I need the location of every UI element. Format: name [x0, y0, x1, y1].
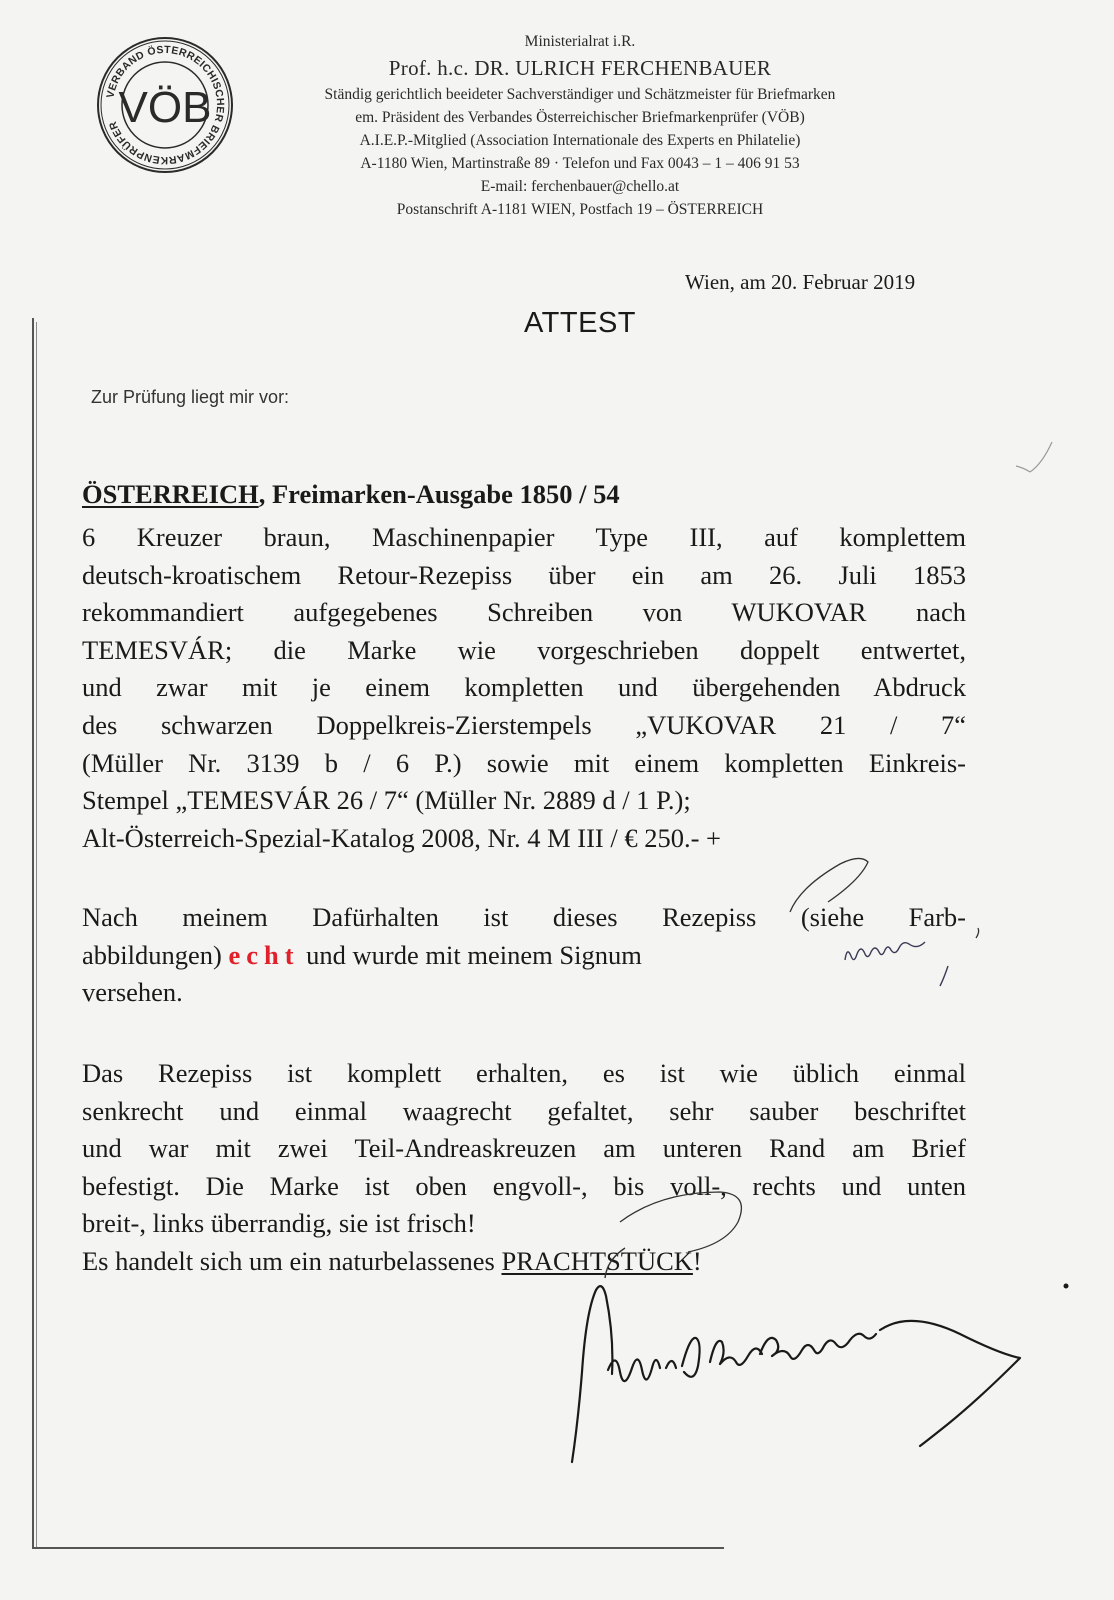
- small-signum: [845, 942, 948, 986]
- description-line: TEMESVÁR; die Marke wie vorgeschrieben doppelt entwertet,: [82, 634, 966, 665]
- condition-line: und war mit zwei Teil-Andreaskreuzen am unteren Rand am Brief: [82, 1133, 966, 1164]
- condition-line: breit-, links überrandig, sie ist frisch!: [82, 1208, 476, 1239]
- description-line: und zwar mit je einem kompletten und übergehenden Abdruck: [82, 672, 966, 703]
- pen-swoop-mark: [620, 1192, 741, 1252]
- verdict-line: versehen.: [82, 977, 183, 1008]
- heading-country: ÖSTERREICH: [82, 479, 259, 509]
- verdict-text: und wurde mit meinem Signum: [299, 939, 642, 970]
- description-line: Alt-Österreich-Spezial-Katalog 2008, Nr. 4 M III / € 250.- +: [82, 822, 722, 853]
- main-signature: [572, 1286, 1020, 1462]
- verdict-line: Nach meinem Dafürhalten ist dieses Rezepiss (siehe Farb-: [82, 902, 966, 932]
- description-line: rekommandiert aufgegebenes Schreiben von WUKOVAR nach: [82, 597, 966, 628]
- condition-line: befestigt. Die Marke ist oben engvoll-, bis voll-, rechts und unten: [82, 1170, 966, 1201]
- seal-ring-text: VERBAND ÖSTERREICHISCHER BRIEFMARKENPRÜFER: [104, 43, 227, 167]
- letterhead-postal-address: Postanschrift A-1181 WIEN, Postfach 19 – ÖSTERREICH: [396, 201, 764, 218]
- seal-center-text: VÖB: [118, 83, 212, 132]
- letterhead-title-line: Ministerialrat i.R.: [524, 33, 636, 50]
- description-line: (Müller Nr. 3139 b / 6 P.) sowie mit einem kompletten Einkreis-: [82, 747, 966, 778]
- description-line: Stempel „TEMESVÁR 26 / 7“ (Müller Nr. 2889 d / 1 P.);: [82, 785, 691, 816]
- intro-text: Zur Prüfung liegt mir vor:: [91, 387, 290, 407]
- signature-dot: [1064, 1284, 1069, 1289]
- conclusion-text: !: [692, 1245, 702, 1276]
- verdict-echt: echt: [228, 939, 300, 970]
- verdict-text: abbildungen): [82, 939, 229, 970]
- letterhead-line-2: em. Präsident des Verbandes Österreichischer Briefmarkenprüfer (VÖB): [355, 109, 805, 126]
- letterhead-email: E-mail: ferchenbauer@chello.at: [480, 178, 680, 195]
- document-title: ATTEST: [523, 307, 637, 339]
- heading-issue: , Freimarken-Ausgabe 1850 / 54: [258, 479, 620, 509]
- description-line: des schwarzen Doppelkreis-Zierstempels „VUKOVAR 21 / 7“: [82, 709, 966, 740]
- conclusion-text: Es handelt sich um ein naturbelassenes: [82, 1245, 502, 1276]
- document-date: Wien, am 20. Februar 2019: [685, 270, 916, 294]
- letterhead-name: Prof. h.c. DR. ULRICH FERCHENBAUER: [388, 56, 772, 80]
- letterhead-line-4: A-1180 Wien, Martinstraße 89 · Telefon und Fax 0043 – 1 – 406 91 53: [360, 155, 800, 172]
- letterhead-line-1: Ständig gerichtlich beeideter Sachverständiger und Schätzmeister für Briefmarken: [324, 86, 836, 103]
- pen-loop-mark: [790, 858, 868, 912]
- condition-line: senkrecht und einmal waagrecht gefaltet, sehr sauber beschriftet: [82, 1095, 966, 1126]
- description-line: deutsch-kroatischem Retour-Rezepiss über ein am 26. Juli 1853: [82, 559, 966, 590]
- corner-tick-mark: [1016, 442, 1052, 472]
- description-line: 6 Kreuzer braun, Maschinenpapier Type III, auf komplettem: [82, 522, 966, 552]
- letterhead-line-3: A.I.E.P.-Mitglied (Association Internationale des Experts en Philatelie): [359, 132, 801, 149]
- condition-line: Das Rezepiss ist komplett erhalten, es ist wie üblich einmal: [82, 1058, 966, 1088]
- pen-bracket-mark: [605, 1248, 625, 1278]
- prachtstueck-emphasis: PRACHTSTÜCK: [501, 1245, 693, 1276]
- pen-comma-mark: [976, 928, 979, 938]
